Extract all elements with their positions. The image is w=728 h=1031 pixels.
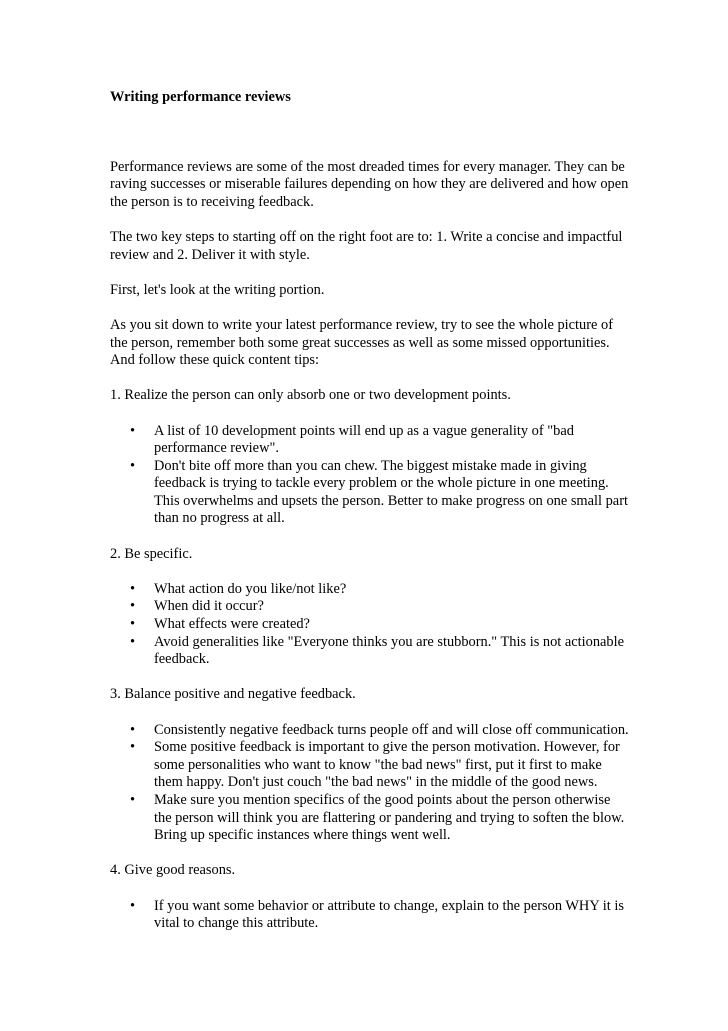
list-item <box>110 739 630 792</box>
list-item-text: Make sure you mention specifics of the good points about the person otherwise the person will think you are flattering or pandering and trying to soften the blow. Bring up specific instances where things went well. <box>154 791 625 844</box>
bullet-icon: • <box>130 897 136 914</box>
bullet-icon: • <box>130 598 136 615</box>
intro-paragraph: Performance reviews are some of the most dreaded times for every manager. They can be raving successes or miserable failures depending on how they are delivered and how open the person is to receiving feedback. <box>110 158 629 210</box>
list-item-text: When did it occur? <box>154 598 264 615</box>
bullet-icon: • <box>130 616 136 633</box>
intro-paragraph: First, let's look at the writing portion. <box>110 281 325 298</box>
bullet-list <box>110 423 630 529</box>
list-item <box>110 898 630 933</box>
intro-paragraph: As you sit down to write your latest performance review, try to see the whole picture of the person, remember both some great successes as well as some missed opportunities. And follow these quick content tips: <box>110 316 613 369</box>
list-item <box>110 598 630 616</box>
intro-paragraph: The two key steps to starting off on the right foot are to: 1. Write a concise and impactful review and 2. Deliver it with style. <box>110 228 623 263</box>
list-item-text: Don't bite off more than you can chew. The biggest mistake made in giving feedback is trying to tackle every problem or the whole picture in one meeting. This overwhelms and upsets the person. Better to make progress on one small part than no progress at all. <box>154 457 628 527</box>
bullet-icon: • <box>130 739 136 756</box>
bullet-list <box>110 898 630 933</box>
list-item <box>110 634 630 669</box>
list-item-text: If you want some behavior or attribute to change, explain to the person WHY it is vital to change this attribute. <box>154 897 624 932</box>
bullet-icon: • <box>130 721 136 738</box>
list-item <box>110 792 630 845</box>
document-body <box>110 89 630 933</box>
bullet-list <box>110 722 630 845</box>
list-item-text: A list of 10 development points will end up as a vague generality of "bad performance review". <box>154 422 574 457</box>
list-item <box>110 616 630 634</box>
bullet-icon: • <box>130 633 136 650</box>
list-item-text: Some positive feedback is important to give the person motivation. However, for some personalities who want to know "the bad news" first, put it first to make them happy. Don't just couch "the bad news" in the middle of the good news. <box>154 739 620 791</box>
section-heading: 1. Realize the person can only absorb one or two development points. <box>110 387 511 404</box>
bullet-icon: • <box>130 422 136 439</box>
list-item-text: What action do you like/not like? <box>154 580 347 597</box>
list-item-text: What effects were created? <box>154 616 310 633</box>
section-heading: 2. Be specific. <box>110 545 193 562</box>
section-heading: 4. Give good reasons. <box>110 862 236 879</box>
list-item <box>110 722 630 740</box>
list-item <box>110 458 630 528</box>
document-title: Writing performance reviews <box>110 89 291 105</box>
bullet-icon: • <box>130 791 136 808</box>
bullet-icon: • <box>130 457 136 474</box>
list-item-text: Consistently negative feedback turns people off and will close off communication. <box>154 721 629 738</box>
list-item <box>110 423 630 458</box>
section-heading: 3. Balance positive and negative feedback. <box>110 686 356 703</box>
bullet-list <box>110 581 630 669</box>
list-item-text: Avoid generalities like "Everyone thinks you are stubborn." This is not actionable feedback. <box>154 633 625 668</box>
bullet-icon: • <box>130 580 136 597</box>
list-item <box>110 581 630 599</box>
